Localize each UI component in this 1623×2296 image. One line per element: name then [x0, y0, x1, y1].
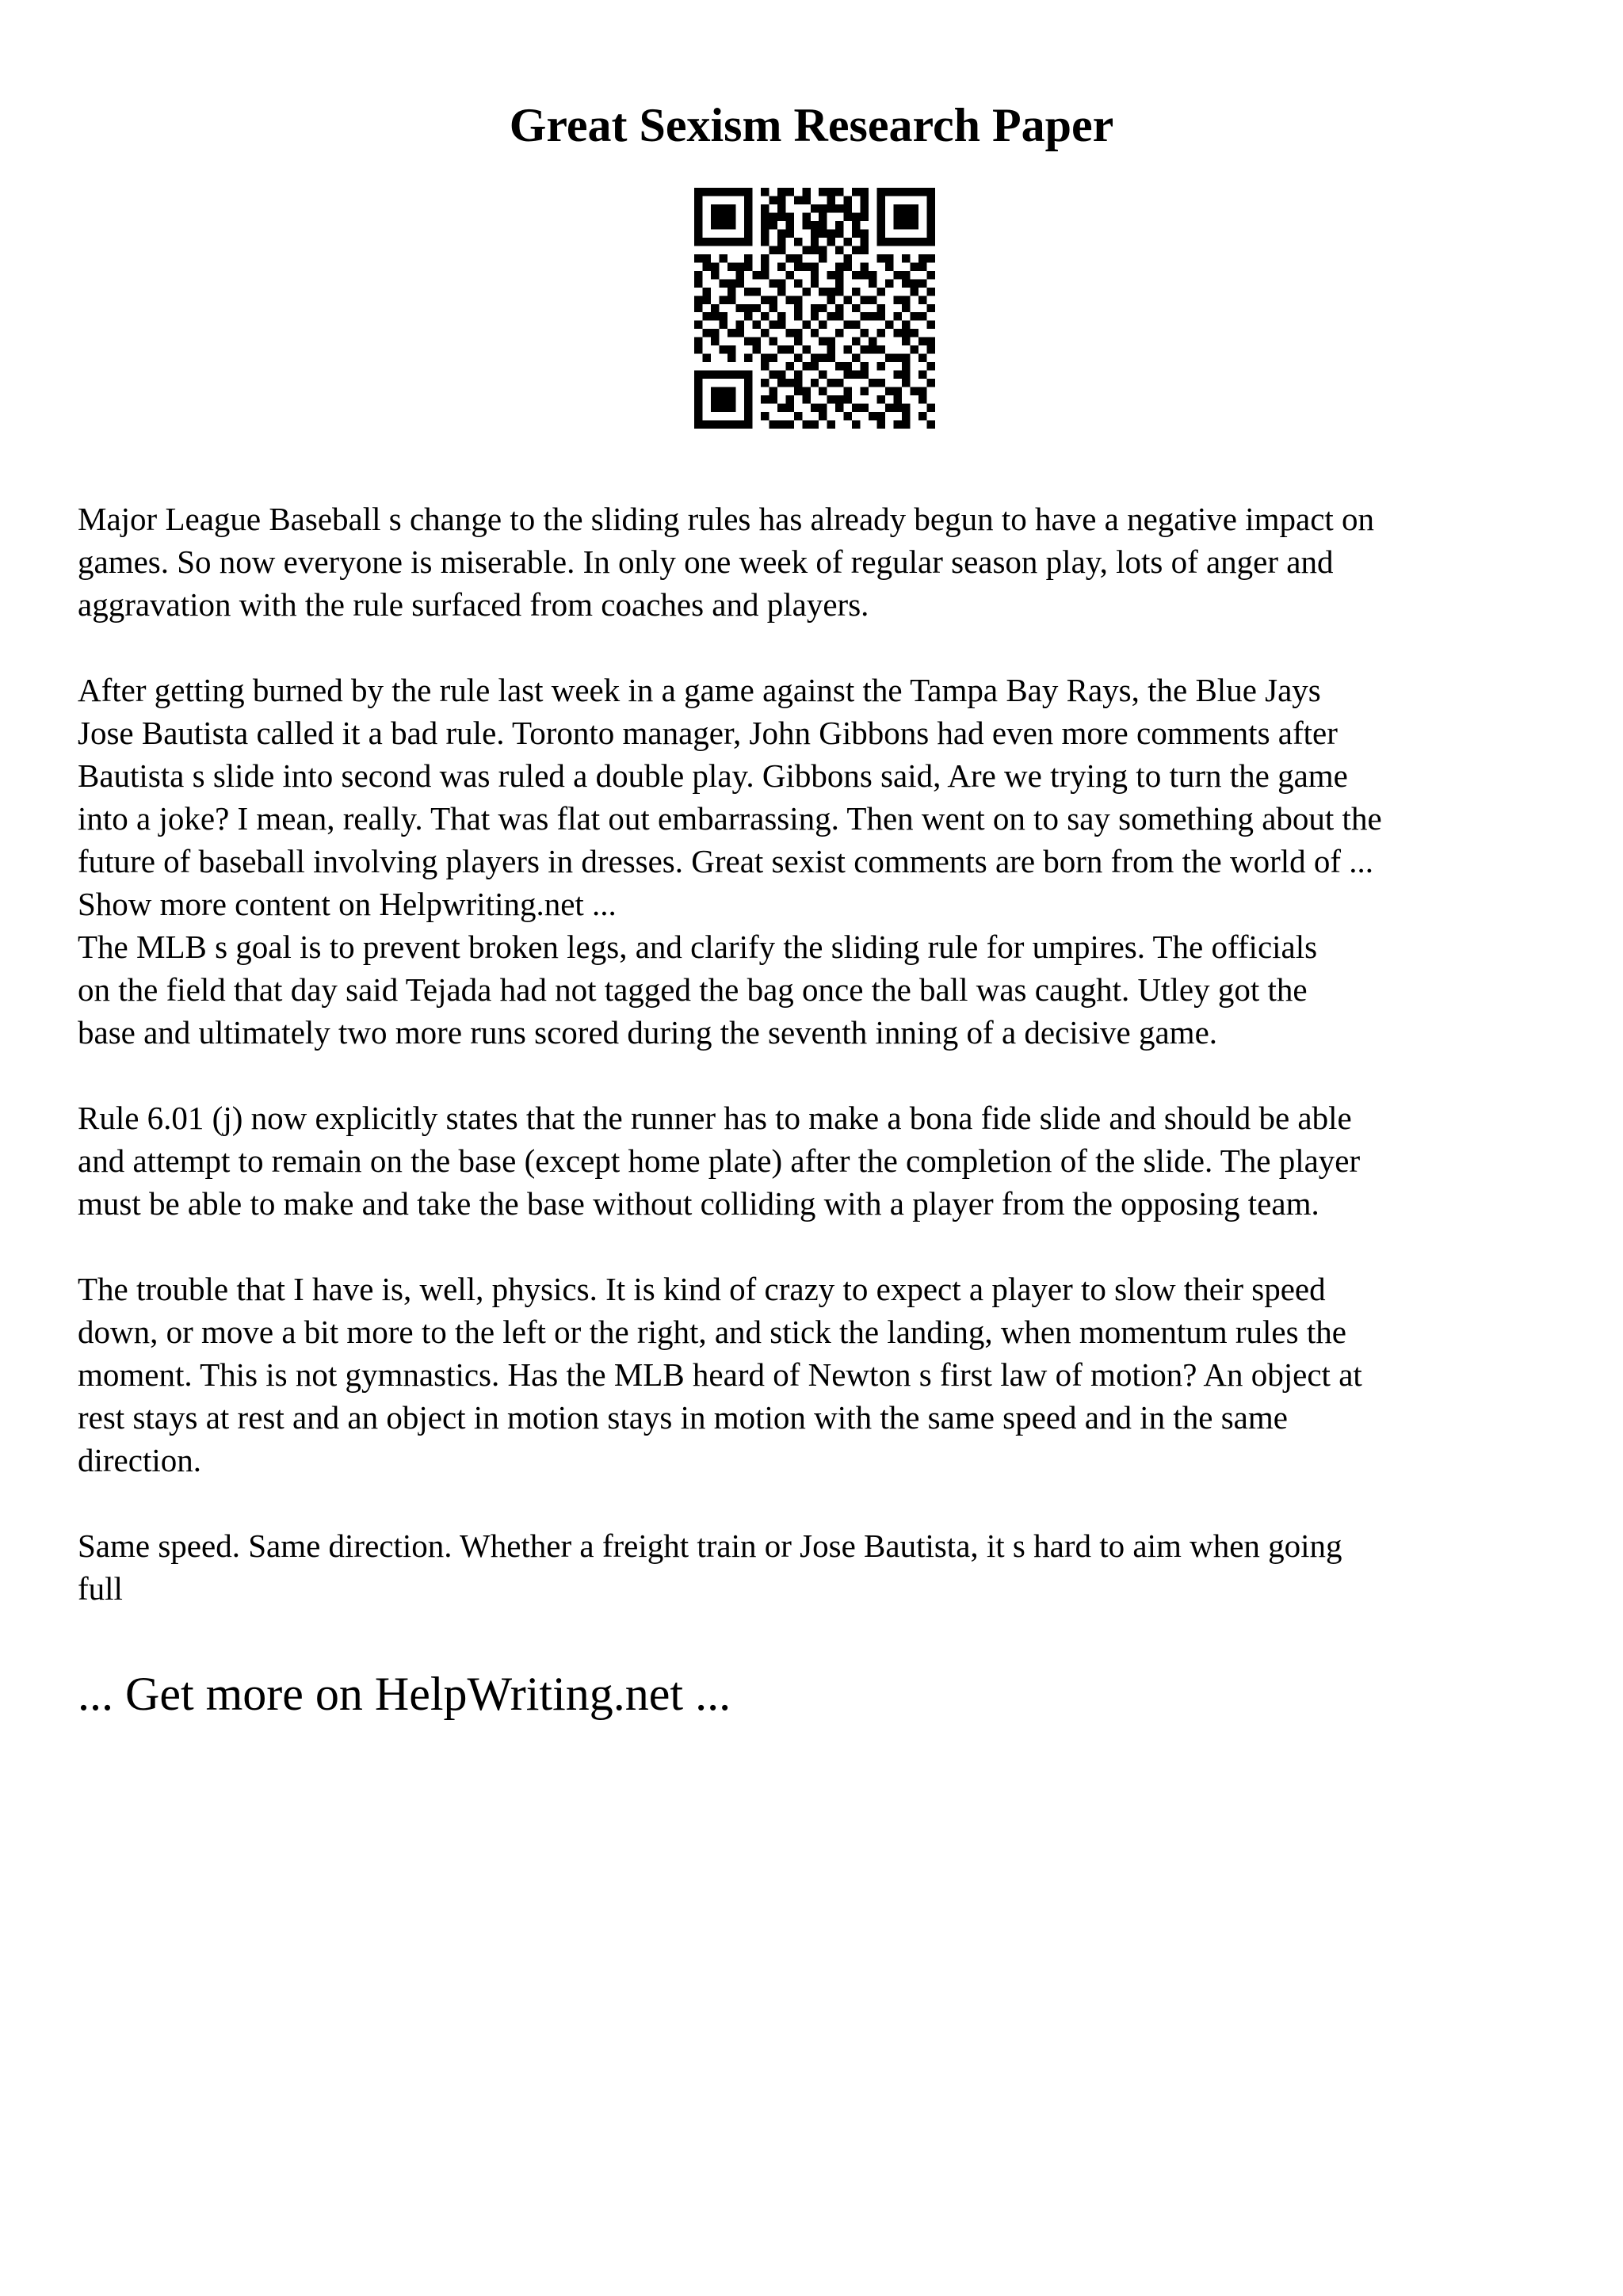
paragraph: [78, 498, 1568, 626]
paragraph: [78, 1097, 1568, 1225]
page-title: Great Sexism Research Paper: [509, 99, 1114, 151]
text-line: The trouble that I have is, well, physics. It is kind of crazy to expect a player to slow their speed: [78, 1271, 1326, 1307]
paragraph: [78, 669, 1568, 925]
text-line: Bautista s slide into second was ruled a double play. Gibbons said, Are we trying to turn the game: [78, 757, 1348, 794]
text-line: Jose Bautista called it a bad rule. Toronto manager, John Gibbons had even more comments after: [78, 715, 1338, 751]
text-line: moment. This is not gymnastics. Has the MLB heard of Newton s first law of motion? An object at: [78, 1356, 1362, 1393]
text-line: future of baseball involving players in dresses. Great sexist comments are born from the world of ...: [78, 843, 1374, 879]
paragraph: [78, 1268, 1568, 1482]
text-line: After getting burned by the rule last week in a game against the Tampa Bay Rays, the Blue Jays: [78, 672, 1321, 708]
text-line: base and ultimately two more runs scored during the seventh inning of a decisive game.: [78, 1014, 1218, 1051]
text-line: on the field that day said Tejada had not tagged the bag once the ball was caught. Utley got the: [78, 971, 1308, 1008]
text-line: down, or move a bit more to the left or the right, and stick the landing, when momentum rules the: [78, 1314, 1346, 1350]
text-line: games. So now everyone is miserable. In only one week of regular season play, lots of anger and: [78, 543, 1334, 580]
text-line: must be able to make and take the base without colliding with a player from the opposing team.: [78, 1185, 1319, 1222]
qr-code-icon: [694, 188, 935, 429]
show-more-link[interactable]: Show more content on Helpwriting.net ...: [78, 886, 617, 922]
text-line: full: [78, 1570, 123, 1607]
text-line: The MLB s goal is to prevent broken legs, and clarify the sliding rule for umpires. The officials: [78, 929, 1318, 965]
qr-code: [694, 188, 935, 429]
text-line: Major League Baseball s change to the sliding rules has already begun to have a negative impact on: [78, 501, 1375, 537]
paragraph: [78, 925, 1568, 1054]
text-line: Rule 6.01 (j) now explicitly states that the runner has to make a bona fide slide and should be able: [78, 1100, 1352, 1136]
text-line: Same speed. Same direction. Whether a freight train or Jose Bautista, it s hard to aim when going: [78, 1527, 1342, 1564]
text-line: direction.: [78, 1442, 201, 1478]
text-line: and attempt to remain on the base (except home plate) after the completion of the slide. The player: [78, 1142, 1361, 1179]
get-more-link[interactable]: ... Get more on HelpWriting.net ...: [78, 1668, 731, 1720]
article-body: [78, 498, 1568, 1653]
paragraph: [78, 1524, 1568, 1610]
text-line: rest stays at rest and an object in motion stays in motion with the same speed and in the same: [78, 1399, 1288, 1436]
text-line: into a joke? I mean, really. That was flat out embarrassing. Then went on to say something about the: [78, 800, 1382, 837]
text-line: aggravation with the rule surfaced from coaches and players.: [78, 586, 869, 623]
